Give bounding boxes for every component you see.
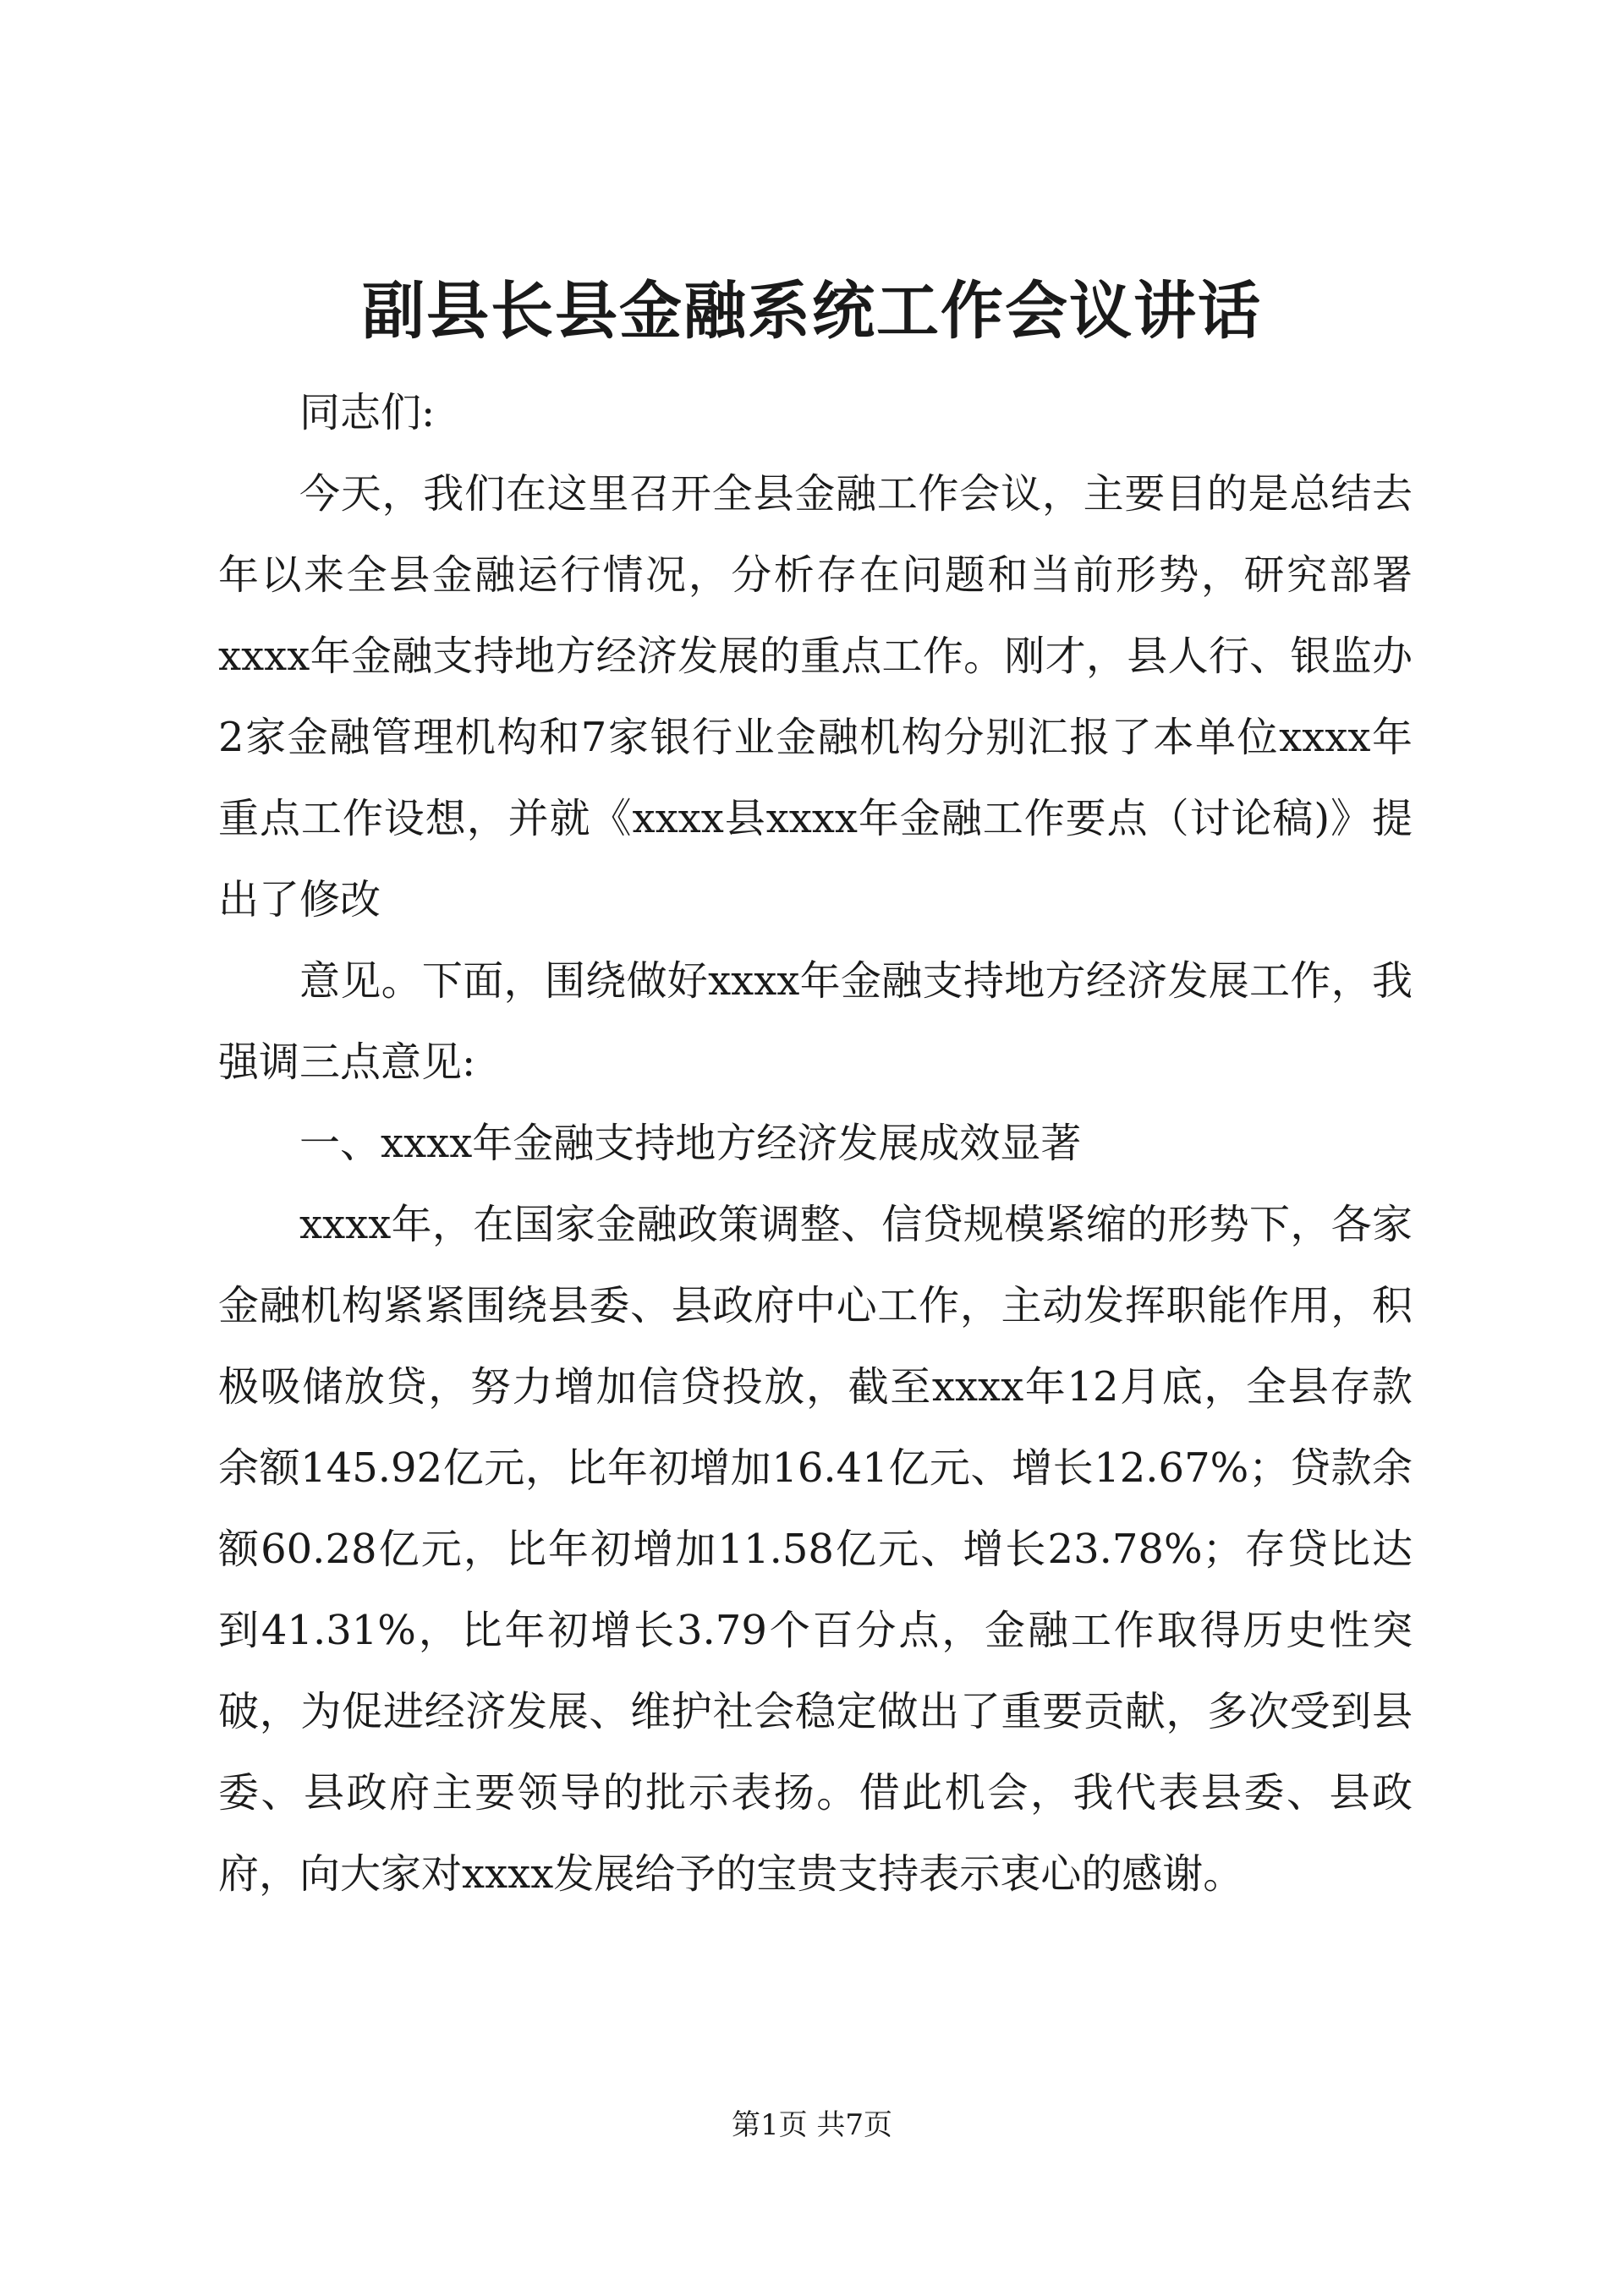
document-title: 副县长县金融系统工作会议讲话 xyxy=(362,275,1262,348)
document-body xyxy=(218,372,1413,1915)
section-paragraph: xxxx年，在国家金融政策调整、信贷规模紧缩的形势下，各家金融机构紧紧围绕县委、县政府中心工作，主动发挥职能作用，积极吸储放贷，努力增加信贷投放，截至xxxx年12月底，全县存款余额145.92亿元，比年初增加16.41亿元、增长12.67%；贷款余额60.28亿元，比年初增加11.58亿元、增长23.78%；存贷比达到41.31%，比年初增长3.79个百分点，金融工作取得历史性突破，为促进经济发展、维护社会稳定做出了重要贡献，多次受到县委、县政府主要领导的批示表扬。借此机会，我代表县委、县政府，向大家对xxxx发展给予的宝贵支持表示衷心的感谢。 xyxy=(218,1201,1413,1898)
greeting: 同志们: xyxy=(299,389,436,436)
paragraph-opening: 今天，我们在这里召开全县金融工作会议，主要目的是总结去年以来全县金融运行情况，分析存在问题和当前形势，研究部署xxxx年金融支持地方经济发展的重点工作。刚才，县人行、银监办2家金融管理机构和7家银行业金融机构分别汇报了本单位xxxx年重点工作设想，并就《xxxx县xxxx年金融工作要点（讨论稿)》提出了修改 xyxy=(218,470,1413,923)
section-heading: 一、xxxx年金融支持地方经济发展成效显著 xyxy=(299,1120,1082,1167)
paragraph-opinions: 意见。下面，围绕做好xxxx年金融支持地方经济发展工作，我强调三点意见: xyxy=(218,957,1413,1086)
page-number-footer: 第1页 共7页 xyxy=(731,2108,893,2142)
